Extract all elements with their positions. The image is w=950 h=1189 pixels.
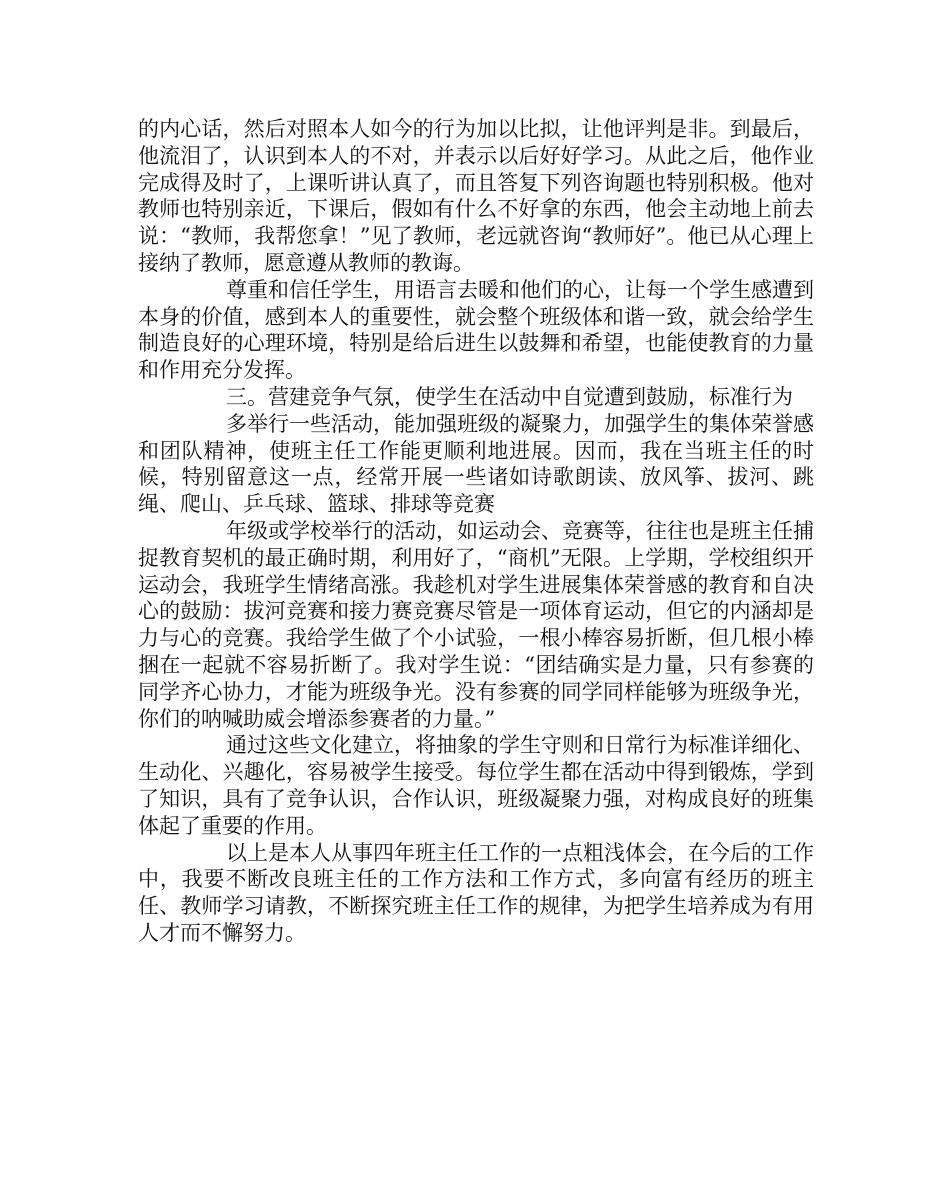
paragraph-4: 多举行一些活动，能加强班级的凝聚力，加强学生的集体荣誉感和团队精神，使班主任工作能更顺利地进展。因而，我在当班主任的时候，特别留意这一点，经常开展一些诸如诗歌朗读、放风筝、拔河、跳绳、爬山、乒乓球、篮球、排球等竞赛 [138,411,814,517]
paragraph-7: 以上是本人从事四年班主任工作的一点粗浅体会，在今后的工作中，我要不断改良班主任的工作方法和工作方式，多向富有经历的班主任、教师学习请教，不断探究班主任工作的规律，为把学生培养成为有用人才而不懈努力。 [138,840,814,945]
paragraph-1: 的内心话，然后对照本人如今的行为加以比拟，让他评判是非。到最后，他流泪了，认识到本人的不对，并表示以后好好学习。从此之后，他作业完成得及时了，上课听讲认真了，而且答复下列咨询题也特别积极。他对教师也特别亲近，下课后，假如有什么不好拿的东西，他会主动地上前去说：“教师，我帮您拿！”见了教师，老远就咨询“教师好”。他已从心理上接纳了教师，愿意遵从教师的教诲。 [138,117,814,275]
paragraph-6: 通过这些文化建立，将抽象的学生守则和日常行为标准详细化、生动化、兴趣化，容易被学生接受。每位学生都在活动中得到锻炼，学到了知识，具有了竞争认识，合作认识，班级凝聚力强，对构成良好的班集体起了重要的作用。 [138,733,814,838]
paragraph-5: 年级或学校举行的活动，如运动会、竞赛等，往往也是班主任捕捉教育契机的最正确时期，利用好了，“商机”无限。上学期，学校组织开运动会，我班学生情绪高涨。我趁机对学生进展集体荣誉感的教育和自决心的鼓励：拔河竞赛和接力赛竞赛尽管是一项体育运动，但它的内涵却是力与心的竞赛。我给学生做了个小试验，一根小棒容易折断，但几根小棒捆在一起就不容易折断了。我对学生说：“团结确实是力量，只有参赛的同学齐心协力，才能为班级争光。没有参赛的同学同样能够为班级争光，你们的呐喊助威会增添参赛者的力量。” [138,518,814,731]
paragraph-2: 尊重和信任学生，用语言去暖和他们的心，让每一个学生感遭到本身的价值，感到本人的重要性，就会整个班级体和谐一致，就会给学生制造良好的心理环境，特别是给后进生以鼓舞和希望，也能使教育的力量和作用充分发挥。 [138,277,814,383]
document-body [138,116,814,947]
section-heading-3: 三。营建竞争气氛，使学生在活动中自觉遭到鼓励，标准行为 [226,384,793,409]
